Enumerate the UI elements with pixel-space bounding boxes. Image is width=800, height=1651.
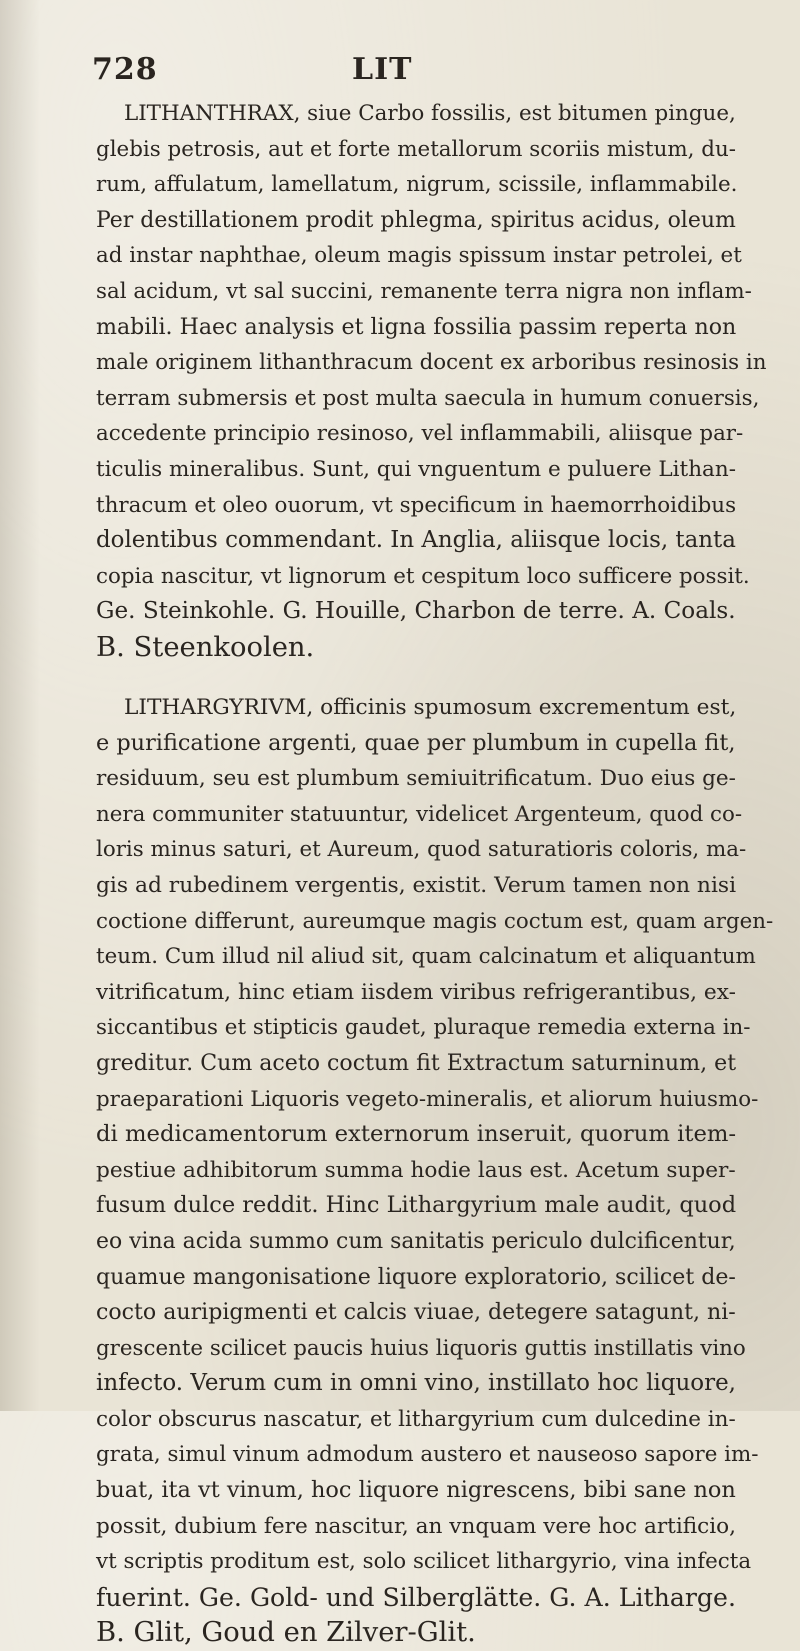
text-line: B. Glit, Goud en Zilver-Glit.	[96, 1617, 476, 1649]
text-line: siccantibus et stipticis gaudet, pluraque remedia externa in-	[96, 1015, 751, 1041]
text-line: B. Steenkoolen.	[96, 631, 315, 663]
text-line: rum, affulatum, lamellatum, nigrum, scissile, inflammabile.	[96, 172, 738, 198]
page-header	[92, 52, 692, 92]
text-line: Ge. Steinkohle. G. Houille, Charbon de terre. A. Coals.	[96, 598, 736, 625]
text-line: fusum dulce reddit. Hinc Lithargyrium male audit, quod	[96, 1192, 737, 1219]
text-line: vitrificatum, hinc etiam iisdem viribus refrigerantibus, ex-	[96, 979, 736, 1005]
text-line: grata, simul vinum admodum austero et nauseoso sapore im-	[96, 1442, 759, 1468]
text-line: loris minus saturi, et Aureum, quod saturatioris coloris, ma-	[96, 837, 747, 863]
page-number: 728	[92, 52, 158, 87]
text-line: mabili. Haec analysis et ligna fossilia passim reperta non	[96, 313, 737, 340]
text-line: male originem lithanthracum docent ex arboribus resinosis in	[96, 350, 767, 376]
text-line: vt scriptis proditum est, solo scilicet lithargyrio, vina infecta	[96, 1549, 752, 1575]
text-line: terram submersis et post multa saecula in humum conuersis,	[96, 385, 760, 411]
text-line: di medicamentorum externorum inseruit, quorum item-	[96, 1121, 737, 1148]
text-line: sal acidum, vt sal succini, remanente terra nigra non inflam-	[96, 278, 752, 304]
text-line: ticulis mineralibus. Sunt, qui vnguentum e puluere Lithan-	[96, 456, 736, 482]
text-line: color obscurus nascatur, et lithargyrium cum dulcedine in-	[96, 1406, 736, 1432]
text-line: thracum et oleo ouorum, vt specificum in haemorrhoidibus	[96, 492, 737, 518]
text-line: possit, dubium fere nascitur, an vnquam vere hoc artificio,	[96, 1513, 736, 1539]
text-line: fuerint. Ge. Gold- und Silberglätte. G. A. Litharge.	[96, 1582, 736, 1612]
text-line: eo vina acida summo cum sanitatis periculo dulcificentur,	[96, 1228, 736, 1254]
text-line: dolentibus commendant. In Anglia, aliisque locis, tanta	[96, 527, 736, 554]
text-line: glebis petrosis, aut et forte metallorum scoriis mistum, du-	[96, 136, 736, 162]
text-line: grescente scilicet paucis huius liquoris guttis instillatis vino	[96, 1335, 746, 1361]
text-line: coctione differunt, aureumque magis coctum est, quam argen-	[96, 908, 774, 934]
text-line: gis ad rubedinem vergentis, existit. Verum tamen non nisi	[96, 872, 737, 898]
text-line: nera communiter statuuntur, videlicet Argenteum, quod co-	[96, 801, 743, 827]
text-line: accedente principio resinoso, vel inflammabili, aliisque par-	[96, 421, 744, 447]
text-line: ad instar naphthae, oleum magis spissum instar petrolei, et	[96, 243, 742, 269]
text-line: pestiue adhibitorum summa hodie laus est. Acetum super-	[96, 1157, 736, 1183]
text-line: residuum, seu est plumbum semiuitrificatum. Duo eius ge-	[96, 766, 736, 792]
running-head: LIT	[352, 52, 413, 87]
entry-headword-line: LITHANTHRAX, siue Carbo fossilis, est bitumen pingue,	[124, 101, 736, 126]
text-line: buat, ita vt vinum, hoc liquore nigrescens, bibi sane non	[96, 1477, 736, 1504]
text-line: cocto auripigmenti et calcis viuae, detegere satagunt, ni-	[96, 1300, 736, 1326]
entry-lithanthrax	[96, 96, 767, 666]
text-line: praeparationi Liquoris vegeto-mineralis, et aliorum huiusmo-	[96, 1086, 759, 1112]
text-line: copia nascitur, vt lignorum et cespitum loco sufficere possit.	[96, 563, 750, 589]
text-line: e purificatione argenti, quae per plumbum in cupella fit,	[96, 729, 736, 756]
entry-headword-line: LITHARGYRIVM, officinis spumosum excrementum est,	[124, 695, 737, 720]
text-line: infecto. Verum cum in omni vino, instillato hoc liquore,	[96, 1370, 736, 1397]
page-gutter-shadow	[0, 0, 40, 1411]
entry-lithargyrium	[96, 690, 774, 1651]
text-line: quamue mangonisatione liquore exploratorio, scilicet de-	[96, 1264, 736, 1290]
text-line: Per destillationem prodit phlegma, spiritus acidus, oleum	[96, 207, 736, 233]
text-line: teum. Cum illud nil aliud sit, quam calcinatum et aliquantum	[96, 944, 756, 970]
text-line: greditur. Cum aceto coctum fit Extractum saturninum, et	[96, 1050, 737, 1076]
